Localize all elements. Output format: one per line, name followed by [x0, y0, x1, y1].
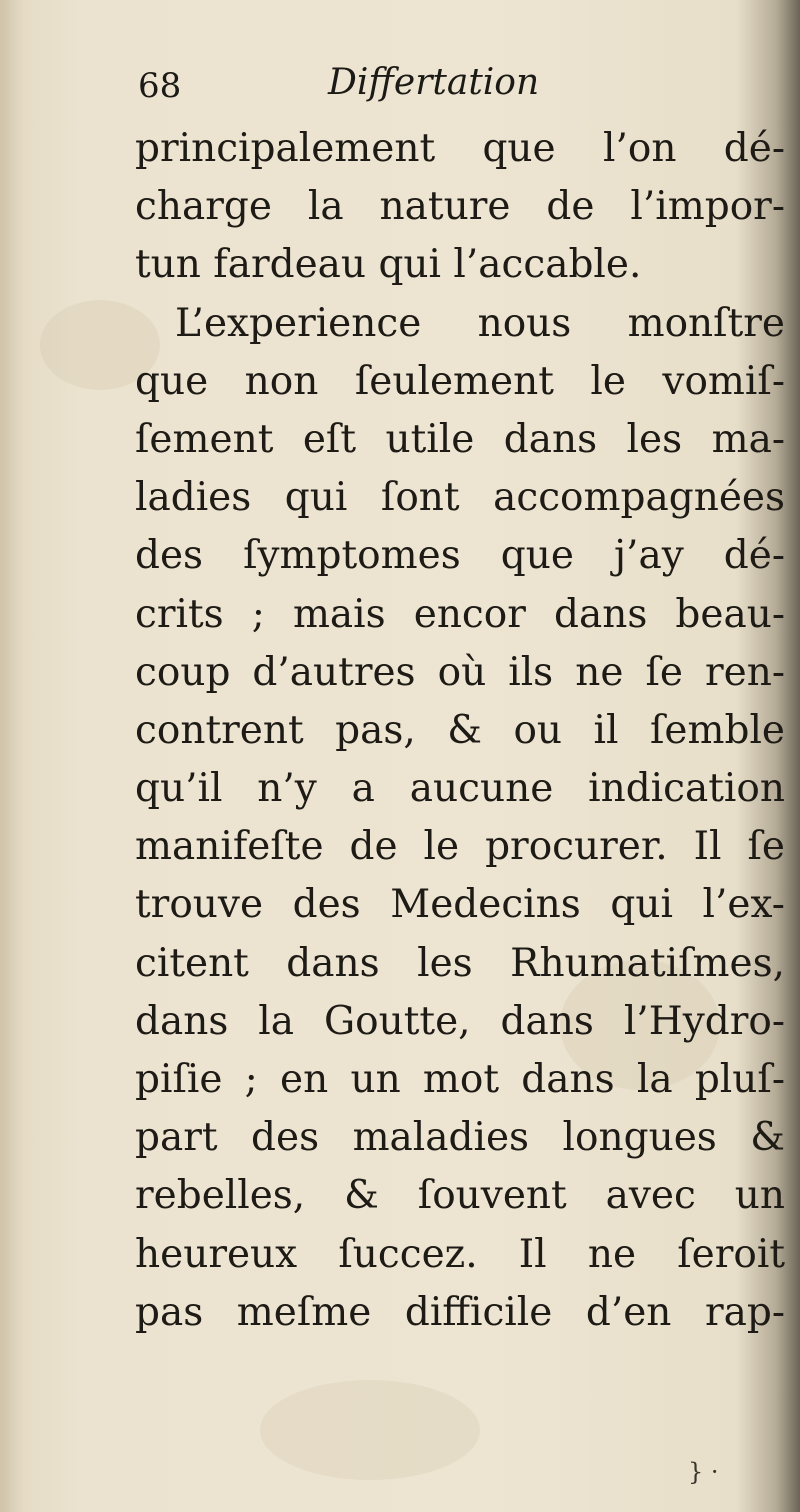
- running-title: Differtation: [328, 62, 540, 103]
- text-line: que non ſeulement le vomiſ-: [135, 358, 785, 404]
- text-line: trouve des Medecins qui l’ex-: [135, 882, 785, 928]
- text-line: manifeſte de le procurer. Il ſe: [135, 824, 785, 870]
- text-line: principalement que l’on dé-: [135, 126, 785, 171]
- text-line: charge la nature de l’impor-: [135, 184, 785, 230]
- text-line: des ſymptomes que j’ay dé-: [135, 533, 785, 579]
- text-line: dans la Goutte, dans l’Hydro-: [135, 998, 785, 1044]
- paper-stain: [260, 1380, 480, 1480]
- page-number: 68: [138, 66, 182, 106]
- stray-ink-mark: } ·: [688, 1458, 719, 1486]
- text-line: piſie ; en un mot dans la pluſ-: [135, 1057, 785, 1102]
- text-line: coup d’autres où ils ne ſe ren-: [135, 649, 785, 695]
- text-line: citent dans les Rhumatiſmes,: [135, 940, 785, 986]
- text-line: rebelles, & ſouvent avec un: [135, 1173, 785, 1219]
- text-line: qu’il n’y a aucune indication: [135, 766, 785, 812]
- text-line: contrent pas, & ou il ſemble: [135, 707, 785, 753]
- text-line: tun fardeau qui l’accable.: [135, 242, 642, 288]
- body-text: [135, 120, 785, 1342]
- text-line: part des maladies longues &: [135, 1115, 785, 1161]
- text-line: pas meſme difficile d’en rap-: [135, 1289, 785, 1335]
- text-line: L’experience nous monſtre: [175, 300, 785, 346]
- text-line: heureux ſuccez. Il ne ſeroit: [135, 1231, 785, 1277]
- text-line: crits ; mais encor dans beau-: [135, 591, 785, 637]
- text-line: ſement eſt utile dans les ma-: [135, 416, 785, 462]
- text-line: ladies qui ſont accompagnées: [135, 475, 785, 521]
- page-header: [138, 62, 658, 112]
